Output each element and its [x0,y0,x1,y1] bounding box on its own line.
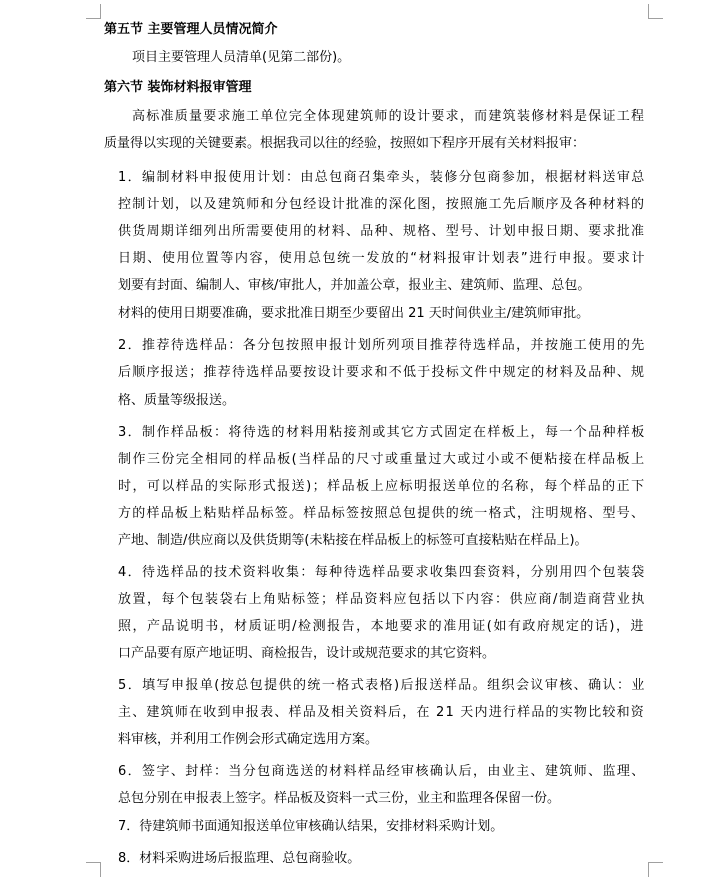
paragraph-line: 主、建筑师在收到申报表、样品及相关资料后，在 21 天内进行样品的实物比较和资 [118,705,646,720]
paragraph-line: 4．待选样品的技术资料收集：每种待选样品要求收集四套资料，分别用四个包装袋 [118,565,646,580]
paragraph-line: 5．填写申报单(按总包提供的统一格式表格)后报送样品。组织会议审核、确认：业 [118,678,646,693]
paragraph-line: 7．待建筑师书面通知报送单位审核确认结果，安排材料采购计划。 [118,819,504,834]
paragraph-line: 照，产品说明书，材质证明/检测报告，本地要求的准用证(如有政府规定的话)，进 [118,619,646,634]
paragraph-line: 项目主要管理人员清单(见第二部份)。 [132,50,351,65]
paragraph-line: 划要有封面、编制人、审核/审批人，并加盖公章，报业主、建筑师、监理、总包。 [118,278,591,293]
margin-corner-top-right [648,4,663,19]
paragraph-line: 8．材料采购进场后报监理、总包商验收。 [118,851,361,866]
paragraph-line: 2．推荐待选样品：各分包按照申报计划所列项目推荐待选样品，并按施工使用的先 [118,338,646,353]
paragraph-line: 1．编制材料申报使用计划：由总包商召集牵头，装修分包商参加，根据材料送审总 [118,170,646,185]
section-heading: 第五节 主要管理人员情况简介 [104,22,278,37]
paragraph-line: 后顺序报送；推荐待选样品要按设计要求和不低于投标文件中规定的材料及品种、规 [118,365,646,380]
paragraph-line: 材料的使用日期要准确，要求批准日期至少要留出 21 天时间供业主/建筑师审批。 [118,306,590,321]
paragraph-line: 格、质量等级报送。 [118,393,236,408]
paragraph-line: 控制计划，以及建筑师和分包经设计批准的深化图，按照施工先后顺序及各种材料的 [118,197,646,212]
margin-corner-bottom-right [648,862,663,877]
paragraph-line: 制作三份完全相同的样品板(当样品的尺寸或重量过大或过小或不便粘接在样品板上 [118,452,646,467]
paragraph-line: 放置，每个包装袋右上角贴标签；样品资料应包括以下内容：供应商/制造商营业执 [118,592,646,607]
paragraph-line: 料审核，并利用工作例会形式确定选用方案。 [118,732,379,747]
paragraph-line: 口产品要有原产地证明、商检报告，设计或规范要求的其它资料。 [118,646,496,661]
margin-corner-top-left [86,4,101,19]
paragraph-line: 6．签字、封样：当分包商选送的材料样品经审核确认后，由业主、建筑师、监理、 [118,764,646,779]
paragraph-line: 高标准质量要求施工单位完全体现建筑师的设计要求，而建筑装修材料是保证工程 [132,109,646,124]
paragraph-line: 产地、制造/供应商以及供货期等(未粘接在样品板上的标签可直接粘贴在样品上)。 [118,533,588,548]
paragraph-line: 时，可以样品的实际形式报送)；样品板上应标明报送单位的名称，每个样品的正下 [118,479,646,494]
paragraph-line: 质量得以实现的关键要素。根据我司以往的经验，按照如下程序开展有关材料报审： [104,136,586,151]
paragraph-line: 总包分别在申报表上签字。样品板及资料一式三份，业主和监理各保留一份。 [118,791,561,806]
margin-corner-bottom-left [86,862,101,877]
paragraph-line: 日期、使用位置等内容，使用总包统一发放的“材料报审计划表”进行申报。要求计 [118,251,647,266]
section-heading: 第六节 装饰材料报审管理 [104,80,252,95]
paragraph-line: 3．制作样品板：将待选的材料用粘接剂或其它方式固定在样板上，每一个品种样板 [118,425,646,440]
paragraph-line: 方的样品板上粘贴样品标签。样品标签按照总包提供的统一格式，注明规格、型号、 [118,506,646,521]
paragraph-line: 供货周期详细列出所需要使用的材料、品种、规格、型号、计划申报日期、要求批准 [118,224,646,239]
